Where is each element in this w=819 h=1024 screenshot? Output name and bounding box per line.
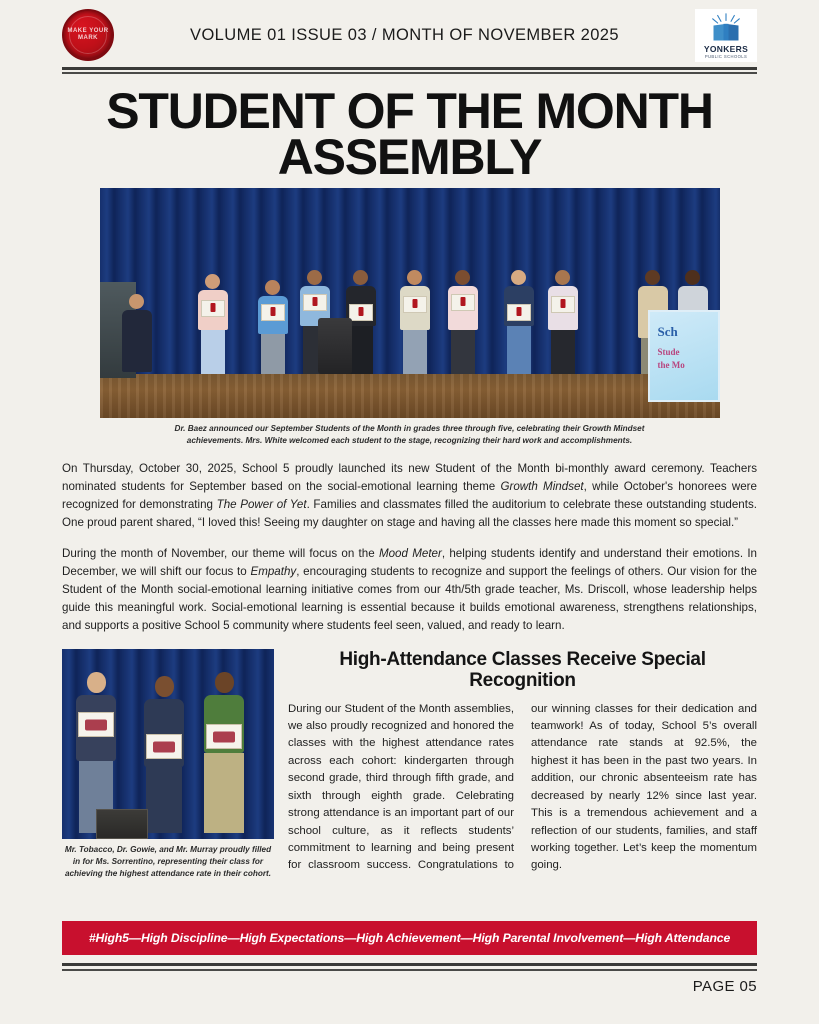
student-figure (258, 280, 288, 374)
paragraph-2 (62, 545, 757, 635)
photo-column (62, 649, 274, 909)
p2-emphasis-2: Empathy (250, 565, 297, 579)
student-figure (448, 270, 478, 374)
p1-emphasis-2: The Power of Yet (216, 498, 307, 512)
school-seal-logo (62, 9, 114, 61)
student-figure (198, 274, 228, 374)
sign-line-2: Stude (657, 347, 680, 357)
page-title: STUDENT OF THE MONTH ASSEMBLY (106, 83, 713, 185)
footer-divider (62, 963, 757, 971)
sign-line-3: the Mo (657, 360, 685, 370)
student-figure (400, 270, 430, 374)
presenter-figure (122, 294, 152, 372)
p1-emphasis-1: Growth Mindset (500, 480, 584, 494)
article-body (62, 460, 757, 635)
stage-amplifier (96, 809, 148, 839)
header-rule-thin (62, 72, 757, 74)
p1-part-a: On Thursday, October 30, 2025, School 5 proudly launched its new Student of the Month bi-monthly award ceremony. Teachers nominated students for September based on the social-emotional learning theme (62, 462, 757, 494)
teachers-photo (62, 649, 274, 839)
student-figure (504, 270, 534, 374)
podium-sign (648, 310, 720, 402)
district-name: YONKERS (703, 43, 749, 54)
p1-part-b: , while October's honorees were recognized for demonstrating (62, 480, 757, 512)
assembly-photo-caption: Dr. Baez announced our September Students of the Month in grades three through five, celebrating their Growth Mindset achievements. Mrs. White welcomed each student to the stage, recognizing their hard work and accomplishments. (174, 424, 645, 445)
paragraph-1 (62, 460, 757, 532)
footer-rule-thin (62, 969, 757, 971)
p2-emphasis-1: Mood Meter (378, 547, 442, 561)
high5-banner: #High5—High Discipline—High Expectations—High Achievement—High Parental Involvement—High Attendance (62, 921, 757, 955)
masthead (62, 0, 757, 62)
section-subheading: High-Attendance Classes Receive Special Recognition (339, 649, 706, 692)
district-subtitle: PUBLIC SCHOOLS (704, 53, 748, 59)
p2-part-a: During the month of November, our theme will focus on the (62, 547, 379, 561)
sign-line-1: Sch (657, 324, 678, 339)
stage-floor (100, 374, 720, 418)
stage-speaker (318, 318, 352, 374)
attendance-article-columns: During our Student of the Month assemblies, we also proudly recognized and honored the classes with the highest attendance rates across each cohort: kindergarten through second grade, third through fifth grade, and sixth through eighth grade. Celebrating strong attendance is an important part of our school culture, as it reflects students’ commitment to learning and being present for classroom success. Congratulations to our winning classes for their dedication and teamwork! As of today, School 5’s overall attendance rate stands at 92.5%, the highest it has been in the past two years. In addition, our chronic absenteeism rate has decreased by nearly 12% since last year. This is a tremendous achievement and a reflection of our students, families, and staff working together. Let’s keep the momentum going. (288, 702, 757, 872)
p1-part-c: . Families and classmates filled the auditorium to celebrate these outstanding students. One proud parent shared, “I loved this! Seeing my daughter on stage and having all the classes here made this moment so special.” (62, 498, 757, 530)
page-number: PAGE 05 (692, 977, 757, 995)
adult-figure (144, 676, 184, 833)
yonkers-public-schools-logo (695, 9, 757, 62)
book-person-icon (709, 13, 743, 43)
assembly-photo (100, 188, 720, 418)
volume-issue-line: VOLUME 01 ISSUE 03 / MONTH OF NOVEMBER 2025 (190, 25, 619, 44)
student-figure (548, 270, 578, 374)
header-divider (62, 67, 757, 74)
teachers-photo-caption: Mr. Tobacco, Dr. Gowie, and Mr. Murray proudly filled in for Ms. Sorrentino, representing their class for achieving the highest attendance rate in their cohort. (64, 845, 272, 878)
p2-part-c: , encouraging students to recognize and support the feelings of others. Our vision for the Student of the Month social-emotional learning initiative comes from our 4th/5th grade teacher, Ms. Driscoll, whose leadership helps guide this meaningful work. Social-emotional learning is essential because it builds emotional awareness, strengthens relationships, and supports a positive School 5 community where students feel seen, valued, and ready to learn. (62, 565, 758, 633)
seal-label: MAKE YOUR MARK (67, 28, 109, 41)
lower-section (62, 649, 757, 909)
p2-part-b: , helping students identify and understand their emotions. In December, we will shift our focus to (62, 547, 757, 579)
text-column (288, 649, 757, 909)
adult-figure (204, 672, 244, 833)
